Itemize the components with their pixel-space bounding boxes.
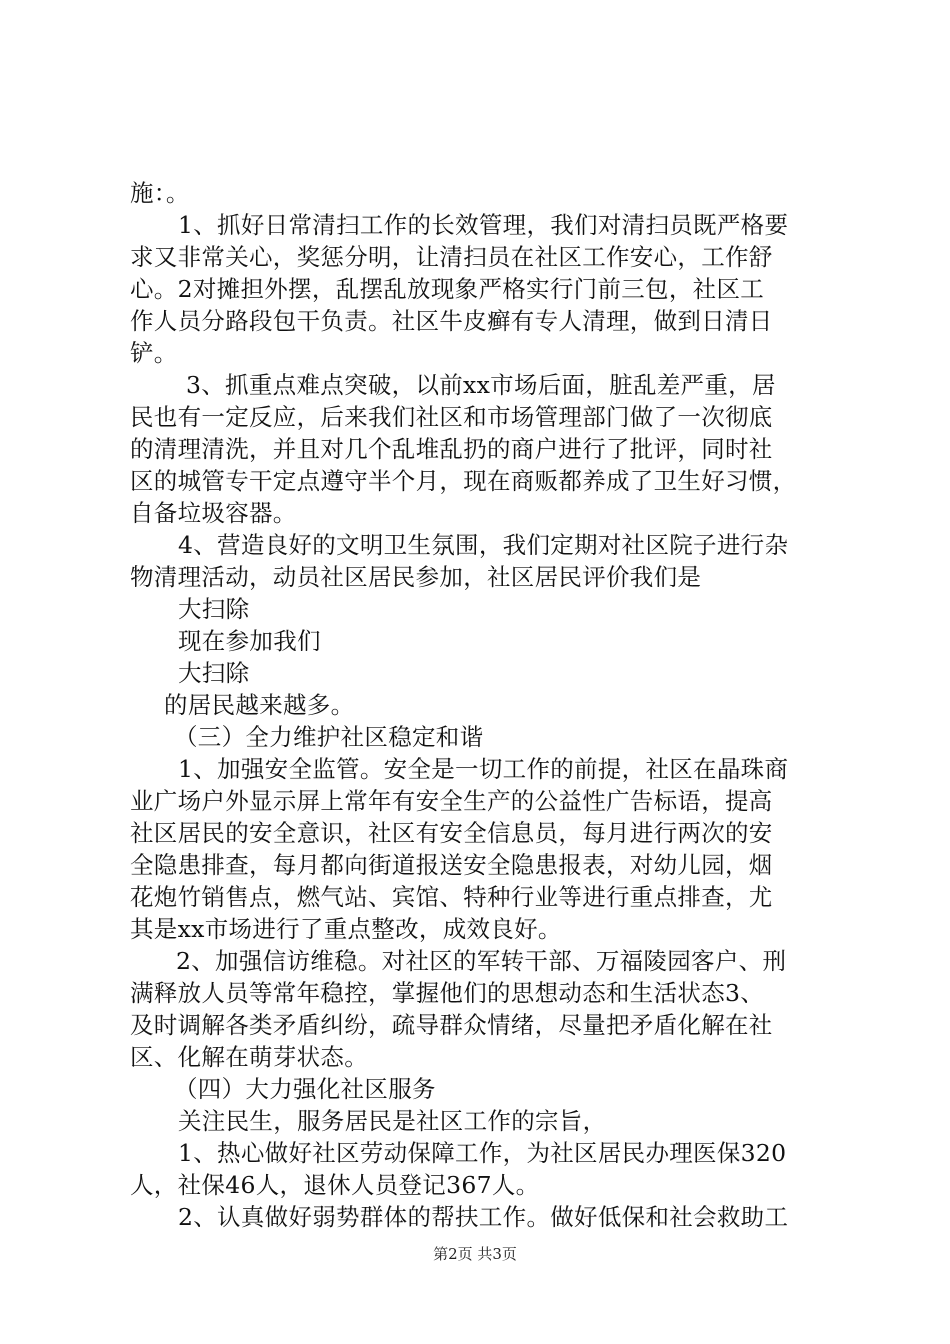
text-line: 的清理清洗，并且对几个乱堆乱扔的商户进行了批评，同时社 [130,435,773,463]
text-line: 及时调解各类矛盾纠纷，疏导群众情绪，尽量把矛盾化解在社 [130,1011,773,1039]
text-line: 社区居民的安全意识，社区有安全信息员，每月进行两次的安 [130,819,773,847]
text-line: 人，社保46人，退休人员登记367人。 [130,1171,540,1199]
section-heading: （三）全力维护社区稳定和谐 [174,723,484,751]
text-line: 满释放人员等常年稳控，掌握他们的思想动态和生活状态3、 [130,979,765,1007]
text-line: 施：。 [130,179,190,207]
text-line: 自备垃圾容器。 [130,499,297,527]
text-line: 1、加强安全监管。安全是一切工作的前提，社区在晶珠商 [178,755,789,783]
text-line: 2、加强信访维稳。对社区的军转干部、万福陵园客户、刑 [176,947,787,975]
text-line: 作人员分路段包干负责。社区牛皮癣有专人清理，做到日清日 [130,307,773,335]
text-line: 4、营造良好的文明卫生氛围，我们定期对社区院子进行杂 [178,531,789,559]
text-line: 大扫除 [178,659,250,687]
text-line: 的居民越来越多。 [164,691,355,719]
text-line: 其是xx市场进行了重点整改，成效良好。 [130,915,562,943]
document-body [130,177,830,1233]
text-line: 全隐患排查，每月都向街道报送安全隐患报表，对幼儿园，烟 [130,851,773,879]
text-line: 2、认真做好弱势群体的帮扶工作。做好低保和社会救助工 [178,1203,789,1231]
text-line: 区、化解在萌芽状态。 [130,1043,368,1071]
text-line: 1、抓好日常清扫工作的长效管理，我们对清扫员既严格要 [178,211,789,239]
text-line: 心。2对摊担外摆，乱摆乱放现象严格实行门前三包，社区工 [130,275,765,303]
text-line: 区的城管专干定点遵守半个月，现在商贩都养成了卫生好习惯， [130,467,797,495]
text-line: 大扫除 [178,595,250,623]
text-line: 求又非常关心，奖惩分明，让清扫员在社区工作安心，工作舒 [130,243,773,271]
text-line: 铲。 [130,339,178,367]
page-footer: 第2页 共3页 [433,1245,517,1263]
text-line: 业广场户外显示屏上常年有安全生产的公益性广告标语，提高 [130,787,773,815]
text-line: 花炮竹销售点，燃气站、宾馆、特种行业等进行重点排查，尤 [130,883,773,911]
text-line: 1、热心做好社区劳动保障工作，为社区居民办理医保320 [178,1139,787,1167]
text-line: 民也有一定反应，后来我们社区和市场管理部门做了一次彻底 [130,403,773,431]
text-line: 关注民生，服务居民是社区工作的宗旨， [178,1107,607,1135]
text-line: 物清理活动，动员社区居民参加，社区居民评价我们是 [130,563,702,591]
text-line: 3、抓重点难点突破，以前xx市场后面，脏乱差严重，居 [186,371,776,399]
section-heading: （四）大力强化社区服务 [174,1075,436,1103]
text-line: 现在参加我们 [178,627,321,655]
